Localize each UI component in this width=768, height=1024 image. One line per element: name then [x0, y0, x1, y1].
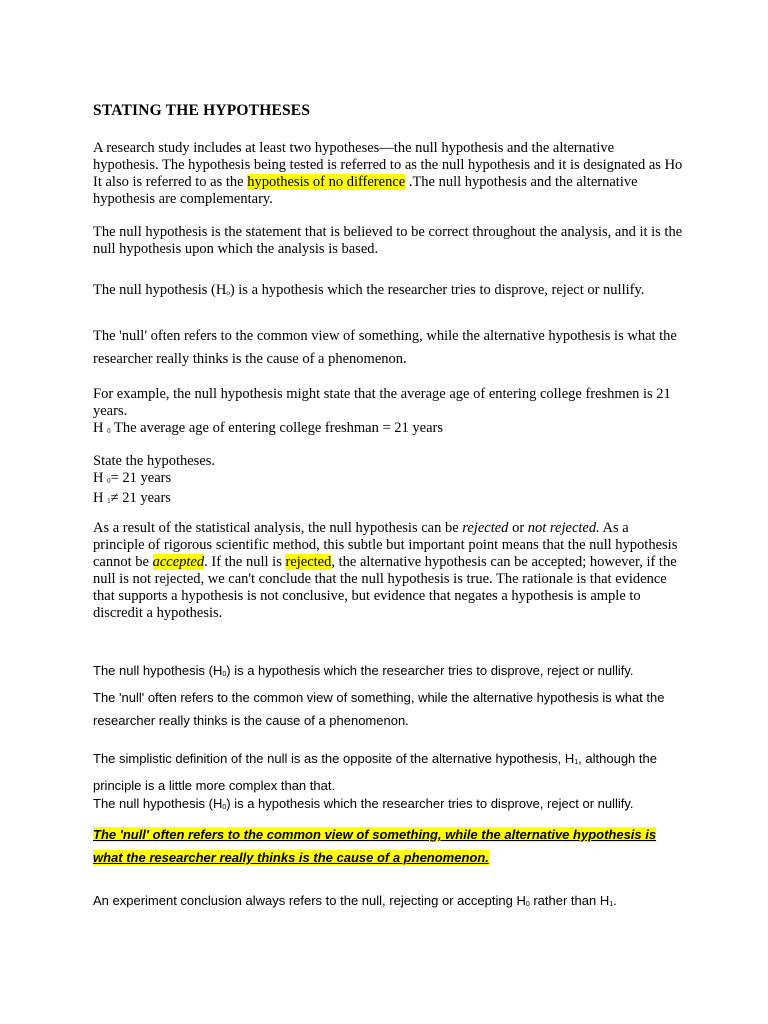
- null-disprove-paragraph: [93, 279, 683, 305]
- text: or: [508, 520, 528, 536]
- text: , although the principle is a little more complex than that.: [93, 751, 657, 793]
- example-text: For example, the null hypothesis might state that the average age of entering college freshmen is 21 years.: [93, 386, 671, 419]
- text: H: [93, 490, 108, 506]
- text: The null hypothesis (H: [93, 796, 223, 811]
- emphasized-text: The 'null' often refers to the common view of something, while the alternative hypothesis is what the researcher really thinks is the cause of a phenomenon.: [93, 827, 657, 865]
- experiment-conclusion-paragraph: [93, 889, 683, 916]
- subscript: 0: [525, 901, 530, 908]
- sans-null-disprove: [93, 659, 683, 686]
- text: ) is a hypothesis which the researcher tries to disprove, reject or nullify.: [229, 282, 645, 298]
- example-paragraph: [93, 386, 683, 440]
- simplistic-definition-block: [93, 747, 683, 819]
- simplistic-definition: [93, 747, 683, 797]
- subscript: o: [226, 289, 230, 297]
- highlight-accepted: accepted: [152, 554, 205, 570]
- subscript: 0: [222, 804, 227, 811]
- highlight-rejected: rejected: [285, 554, 332, 570]
- text: ≠ 21 years: [110, 490, 171, 506]
- text: = 21 years: [110, 470, 172, 486]
- intro-text-end: .The null hypothesis and the alternative hypothesis are complementary.: [93, 174, 638, 207]
- text: rather than H: [529, 893, 610, 908]
- text: . If the null is: [204, 554, 286, 570]
- page-title: STATING THE HYPOTHESES: [93, 102, 311, 119]
- text: The null hypothesis (H: [93, 282, 227, 298]
- text: As a result of the statistical analysis, the null hypothesis can be: [93, 520, 463, 536]
- text: The average age of entering college freshman = 21 years: [110, 420, 444, 436]
- null-common-view-paragraph: The 'null' often refers to the common view of something, while the alternative hypothesis is what the researcher really thinks is the cause of a phenomenon.: [93, 328, 677, 367]
- text: ) is a hypothesis which the researcher tries to disprove, reject or nullify.: [226, 663, 634, 678]
- italic-not-rejected: not rejected.: [527, 520, 600, 536]
- null-definition-paragraph: The null hypothesis is the statement that is believed to be correct throughout the analysis, and it is the null hypothesis upon which the analysis is based.: [93, 224, 683, 257]
- text: As a principle of rigorous scientific method, this subtle but important point means that the null hypothesis cannot be: [93, 520, 678, 570]
- subscript: 0: [107, 477, 111, 485]
- text: ) is a hypothesis which the researcher tries to disprove, reject or nullify.: [226, 796, 634, 811]
- emphasized-null-paragraph: [93, 823, 683, 869]
- simplistic-null-disprove: [93, 792, 683, 819]
- example-hypothesis: [93, 420, 683, 440]
- intro-text: A research study includes at least two hypotheses—the null hypothesis and the alternative hypothesis. The hypothesis being tested is referred to as the null hypothesis and it is designated as Ho It also is referred to as the: [93, 140, 683, 190]
- h1-line: [93, 490, 683, 510]
- subscript: 1: [609, 901, 614, 908]
- text: , the alternative hypothesis can be accepted; however, if the null is not rejected, we can't conclude that the null hypothesis is true. The rationale is that evidence that supports a hypothesis is not conclusive, but evidence that negates a hypothesis is ample to discredit a hypothesis.: [93, 554, 677, 621]
- text: H: [93, 470, 108, 486]
- text: H: [93, 420, 108, 436]
- text: The null hypothesis (H: [93, 663, 223, 678]
- h0-line: [93, 470, 683, 490]
- subscript: 0: [107, 427, 111, 435]
- text: An experiment conclusion always refers to the null, rejecting or accepting H: [93, 893, 526, 908]
- sans-null-common-view: The 'null' often refers to the common view of something, while the alternative hypothesis is what the researcher really thinks is the cause of a phenomenon.: [93, 690, 665, 728]
- statistical-analysis-paragraph: [93, 520, 683, 622]
- state-hypotheses-block: [93, 453, 683, 510]
- subscript: 1: [107, 497, 111, 505]
- subscript: 0: [222, 671, 227, 678]
- italic-rejected: rejected: [462, 520, 509, 536]
- text: The simplistic definition of the null is as the opposite of the alternative hypothesis, H: [93, 751, 575, 766]
- state-intro: State the hypotheses.: [93, 453, 216, 469]
- highlight-no-difference: hypothesis of no difference: [247, 174, 406, 190]
- sans-null-block: [93, 659, 683, 732]
- intro-paragraph: [93, 140, 683, 208]
- subscript: 1: [574, 759, 579, 766]
- text: .: [613, 893, 617, 908]
